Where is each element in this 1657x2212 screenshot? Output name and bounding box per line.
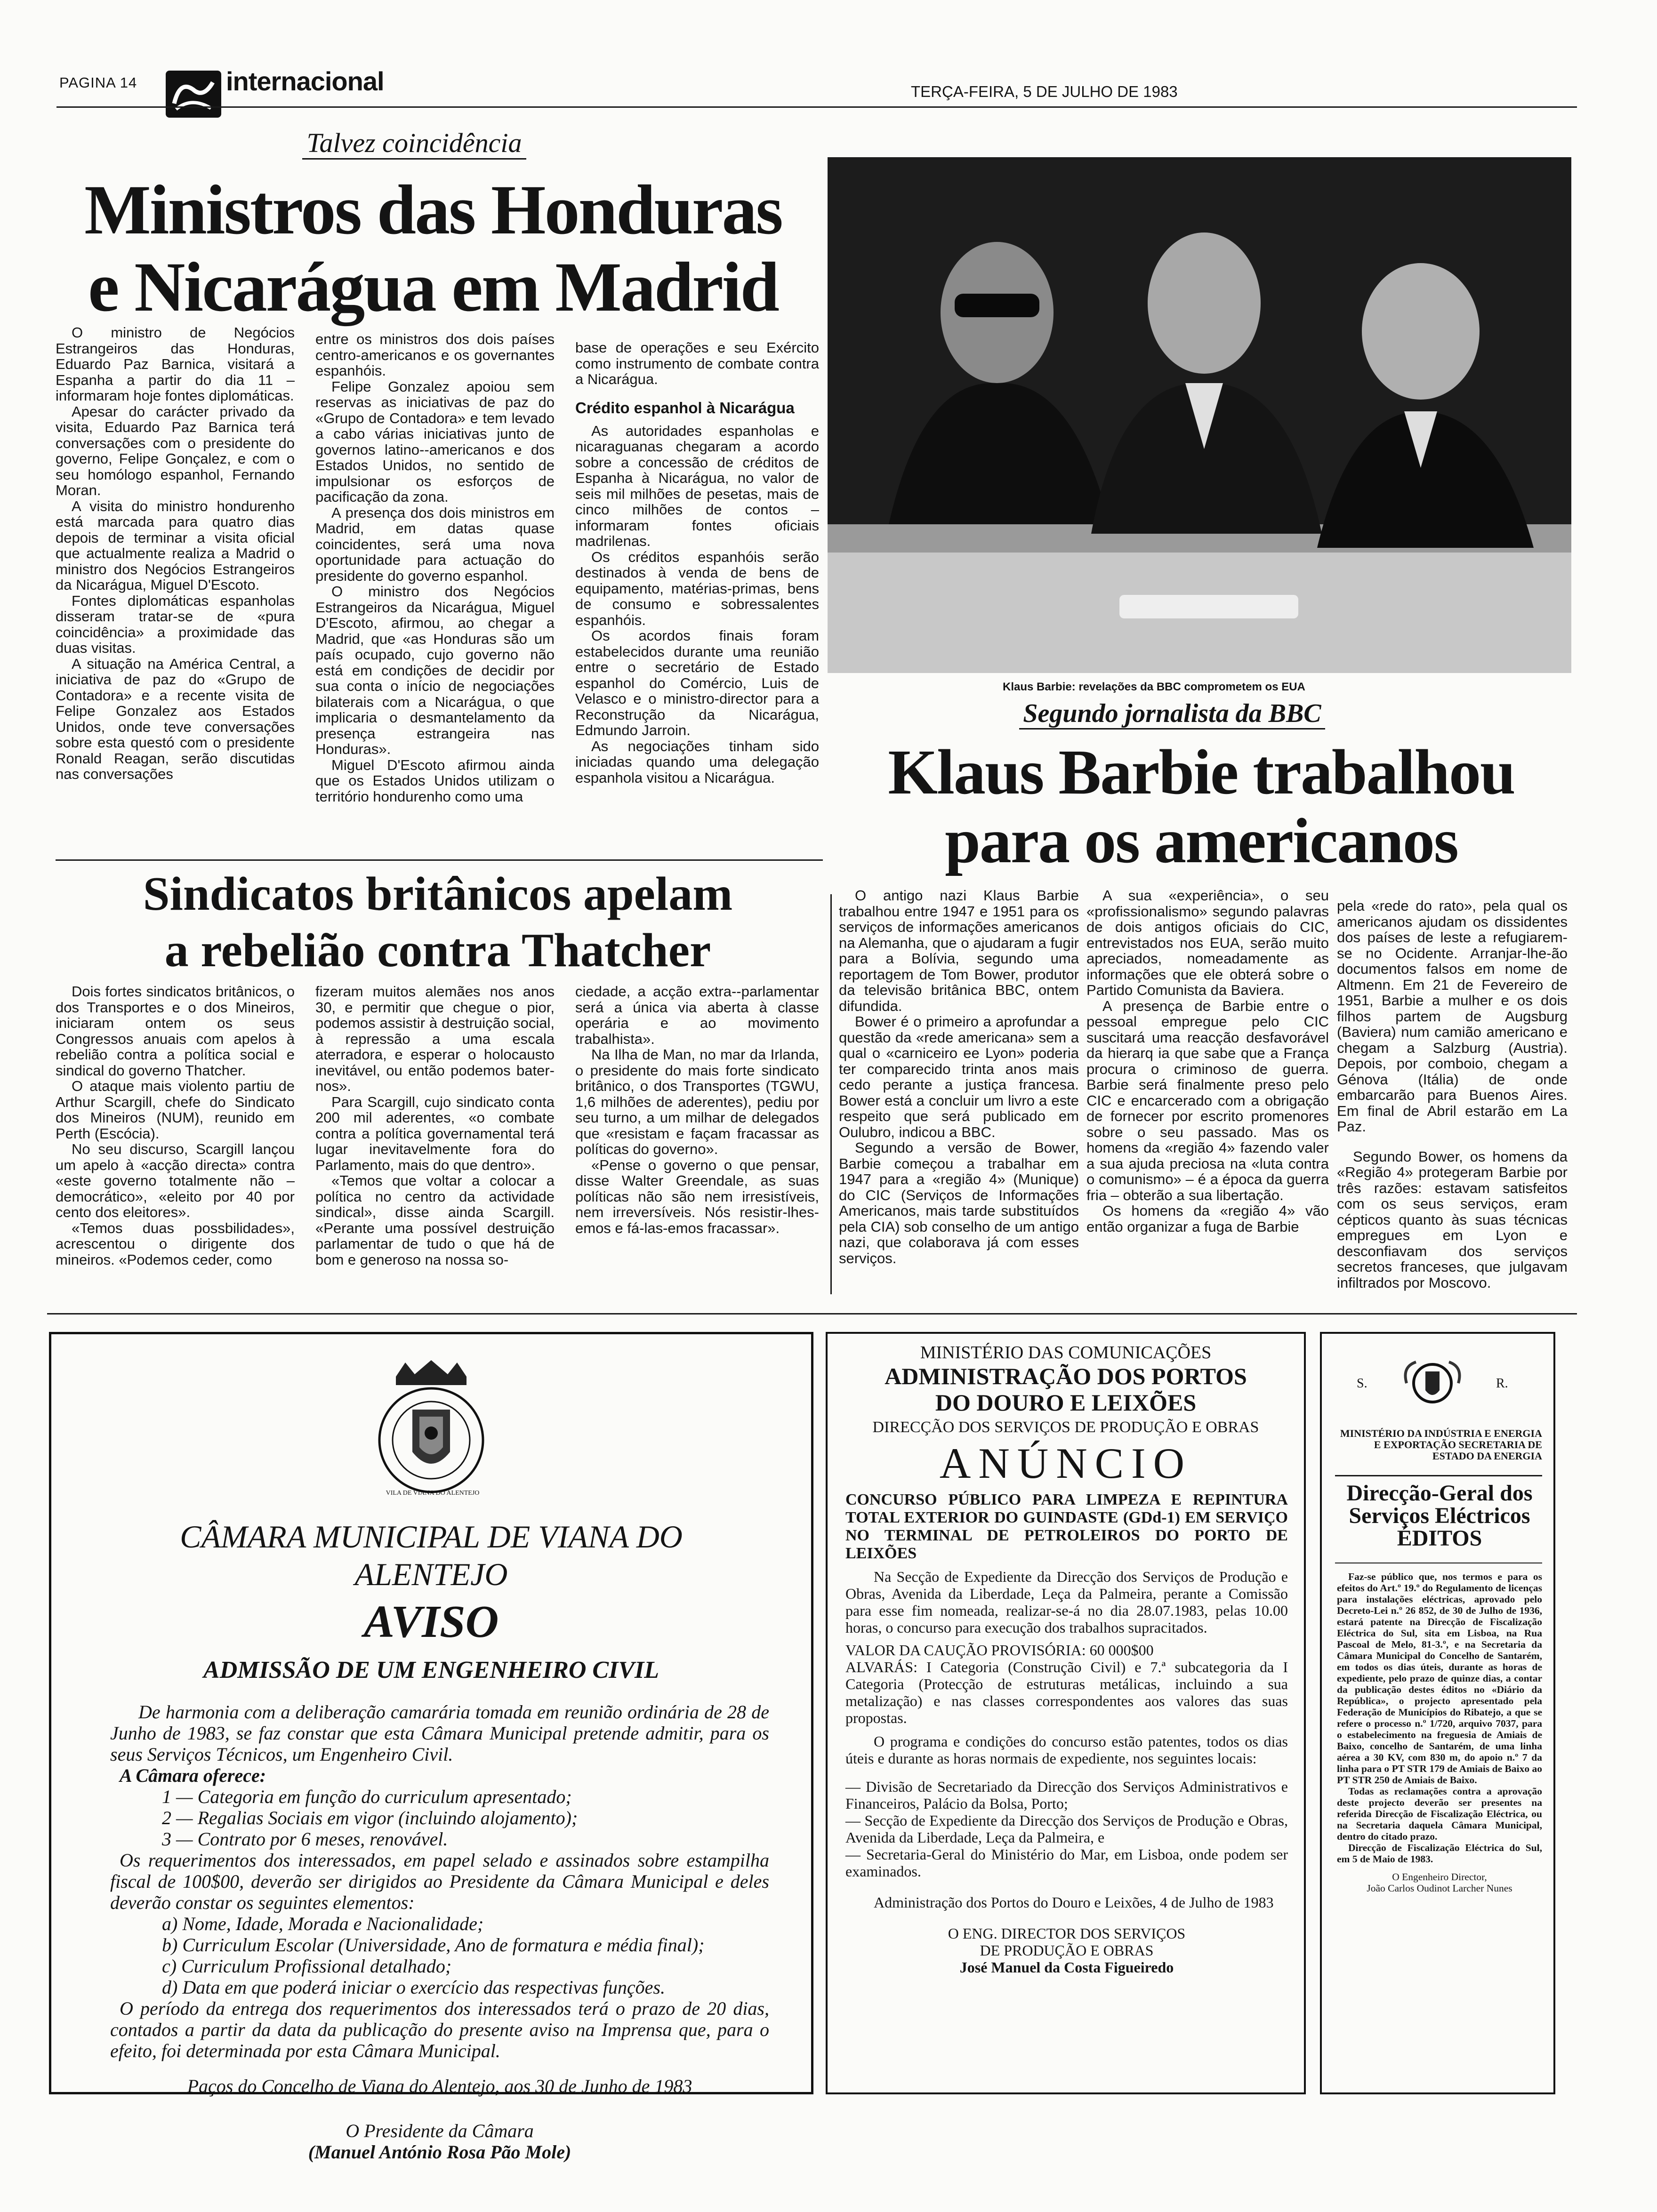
ad2-ministry: MINISTÉRIO DAS COMUNICAÇÕES (920, 1343, 1212, 1362)
ad1-offers: 1 — Categoria em função do curriculum apresentado; 2 — Regalias Sociais em vigor (incluindo alojamento); 3 — Contrato por 6 meses, renovável. (162, 1786, 578, 1850)
section-name: internacional (226, 66, 384, 96)
photo-caption: Klaus Barbie: revelações da BBC comprometem os EUA (1003, 681, 1305, 693)
article2-column-2: A sua «experiência», o seu «profissionalismo» segundo palavras de dois antigos oficiais do CIC, entrevistados nos EUA, serão muito apreciados, nomeadamente as informações que ele obterá sobre o Partido Comunista da Baviera. A presença de Barbie entre o pessoal empregue pelo CIC suscitará uma reacção desfavorável da hierarq ia que sabe que a França procura o criminoso de guerra. Barbie será finalmente preso pelo CIC e encarcerado com a obrigação de fornecer por escrito promenores sobre o seu passado. Mas os homens da «região 4» fazendo valer a sua ajuda preciosa na «luta contra o comunismo» – é a época da guerra fria – obterão a sua libertação. Os homens da «região 4» vão então organizar a fuga de Barbie (1086, 888, 1329, 1235)
article1-kicker: Talvez coincidência (245, 127, 584, 159)
article2-column-rule (830, 894, 832, 1294)
seal-text: VILA DE VIANA DO ALENTEJO (386, 1490, 480, 1497)
article1-column-2: entre os ministros dos dois países centro-americanos e os governantes espanhóis. Felipe Gonzalez apoiou sem reservas as iniciativas de paz do «Grupo de Contadora» e tem levado a cabo várias iniciativas junto de governos latino--americanos e dos Estados Unidos, no sentido de impulsionar os esforços de pacificação da zona. A presença dos dois ministros em Madrid, em datas quase coincidentes, será uma nova oportunidade para actuação do presidente do governo espanhol. O ministro dos Negócios Estrangeiros da Nicarágua, Miguel D'Escoto, afirmou, ao chegar a Madrid, que «as Honduras são um país ocupado, cujo governo não está em condições de decidir por sua conta o início de negociações bilaterais com a Nicarágua, o que implicaria o desmantelamento da presença estrangeira nas Honduras». Miguel D'Escoto afirmou ainda que os Estados Unidos utilizam o território hondurenho como uma (315, 331, 555, 805)
ad2-direction: DIRECÇÃO DOS SERVIÇOS DE PRODUÇÃO E OBRAS (872, 1419, 1259, 1436)
ad3-s: S. (1357, 1376, 1367, 1391)
article3-headline: Sindicatos britânicos apelam a rebelião contra Thatcher (143, 867, 733, 977)
ad-eletricos-box (1320, 1332, 1555, 2094)
ad2-body: Na Secção de Expediente da Direcção dos Serviços de Produção e Obras, Avenida da Liberdade, Leça da Palmeira, perante a Comissão para esse fim nomeada, realizar-se-á no dia 28.07.1983, pelas 10.00 horas, o concurso para execução dos trabalhos supracitados. VALOR DA CAUÇÃO PROVISÓRIA: 60 000$00 ALVARÁS: I Categoria (Construção Civil) e 7.ª subcategoria da I Categoria (Protecção de estruturas metálicas, incluindo a sua metalização) e nas classes correspondentes aos valores das suas propostas. O programa e condições do concurso estão patentes, todos os dias úteis e durante as horas normais de expediente, nos seguintes locais: — Divisão de Secretariado da Direcção dos Serviços Administrativos e Financeiros, Palácio da Bolsa, Porto; — Secção de Expediente da Direcção dos Serviços de Produção e Obras, Avenida da Liberdade, Leça da Palmeira, e — Secretaria-Geral do Ministério do Mar, em Lisboa, onde podem ser examinados. Administração dos Portos do Douro e Leixões, 4 de Julho de 1983 O ENG. DIRECTOR DOS SERVIÇOS DE PRODUÇÃO E OBRAS José Manuel da Costa Figueiredo (845, 1568, 1288, 1976)
article1-column-3: base de operações e seu Exército como instrumento de combate contra a Nicarágua. Crédito espanhol à Nicarágua As autoridades espanholas e nicaraguanas chegaram a acordo sobre a concessão de créditos de Espanha à Nicarágua, no valor de seis mil milhões de pesetas, mais de cinco milhões de contos – informaram fontes oficiais madrilenas. Os créditos espanhóis serão destinados à venda de bens de equipamento, matérias-primas, bens de consumo e sobressalentes espanhóis. Os acordos finais foram estabelecidos durante uma reunião entre o secretário de Estado espanhol do Comércio, Luis de Velasco e o ministro-director para a Reconstrução da Nicarágua, Edmundo Jarroin. As negociações tinham sido iniciadas quando uma delegação espanhola visitou a Nicarágua. (575, 340, 819, 786)
section-logo-icon (166, 71, 221, 118)
ad3-ministry: MINISTÉRIO DA INDÚSTRIA E ENERGIA E EXPORTAÇÃO SECRETARIA DE ESTADO DA ENERGIA (1340, 1427, 1542, 1462)
article2-headline: Klaus Barbie trabalhou para os americanos (888, 737, 1515, 876)
article2-column-3: pela «rede do rato», pela qual os americanos ajudam os dissidentes dos países de leste a refugiarem-se no Ocidente. Arranjar-lhe-ão documentos falsos em nome de Altmenn. Em 21 de Fevereiro de 1951, Barbie a mulher e os dois filhos partem de Augsburg (Baviera) num camião americano e chegam a Salzburg (Austria). Depois, por comboio, chegam a Génova (Itália) de onde embarcarão para Buenos Aires. Em final de Abril estarão em La Paz. Segundo Bower, os homens da «Região 4» protegeram Barbie por três razões: estavam satisfeitos com os seus serviços, eram cépticos quanto às suas técnicas empregues em Lyon e desconfiavam dos serviços secretos franceses, que julgavam infiltrados por Moscovo. (1337, 898, 1568, 1291)
ad1-title: CÂMARA MUNICIPAL DE VIANA DO ALENTEJO (180, 1519, 683, 1592)
article3-column-1: Dois fortes sindicatos britânicos, o dos Transportes e o dos Mineiros, iniciaram ontem os seus Congressos anuais com apelos à rebelião contra a política social e sindical do governo Thatcher. O ataque mais violento partiu de Arthur Scargill, chefe do Sindicato dos Mineiros (NUM), reunido em Perth (Escócia). No seu discurso, Scargill lançou um apelo à «acção directa» contra «este governo totalmente não – democrático», «eleito por 40 por cento dos eleitores». «Temos duas possbilidades», acrescentou o dirigente dos mineiros. «Podemos ceder, como (56, 984, 295, 1268)
ad2-locals: — Divisão de Secretariado da Direcção dos Serviços Administrativos e Financeiros, Palácio da Bolsa, Porto; — Secção de Expediente da Direcção dos Serviços de Produção e Obras, Avenida da Liberdade, Leça da Palmeira, e — Secretaria-Geral do Ministério do Mar, em Lisboa, onde podem ser examinados. (845, 1778, 1288, 1880)
article3-column-3: ciedade, a acção extra--parlamentar será a única via aberta à classe operária e ao movimento trabalhista». Na Ilha de Man, no mar da Irlanda, o presidente do mais forte sindicato britânico, o dos Transportes (TGWU, 1,6 milhões de aderentes), pediu por seu turno, a um milhar de delegados que «resistam e façam fracassar as políticas do governo». «Pense o governo o que pensar, disse Walter Greendale, as suas políticas não são nem irresistíveis, nem irreversíveis. Nós resistir-lhes-emos e fá-las-emos fracassar». (575, 984, 819, 1236)
article2-column-1: O antigo nazi Klaus Barbie trabalhou entre 1947 e 1951 para os serviços de informações americanos na Alemanha, que o ajudaram a fugir para a Bolívia, segundo uma reportagem de Tom Bower, produtor da televisão britânica BBC, ontem difundida. Bower é o primeiro a aprofundar a questão da «rede americana» sem a qual o «carniceiro ee Lyon» poderia ter comparecido trinta anos mais cedo perante a justiça francesa. Bower está a concluir um livro a este respeito que será publicado em Oulubro, indicou a BBC. Segundo a versão de Bower, Barbie começou a trabalhar em 1947 para a «região 4» (Munique) do CIC (Serviços de Informações Americanos, mais tarde substituídos pela CIA) sob conselho de um antigo nazi, que colaborava já com esses serviços. (839, 888, 1079, 1266)
article2-kicker: Segundo jornalista da BBC (960, 698, 1384, 729)
ad1-body: De harmonia com a deliberação camarária tomada em reunião ordinária de 28 de Junho de 1983, se faz constar que esta Câmara Municipal pretende admitir, para os seus Serviços Técnicos, um Engenheiro Civil. A Câmara oferece: 1 — Categoria em função do curriculum apresentado; 2 — Regalias Sociais em vigor (incluindo alojamento); 3 — Contrato por 6 meses, renovável. Os requerimentos dos interessados, em papel selado e assinados sobre estampilha fiscal de 100$00, deverão ser dirigidos ao Presidente da Câmara Municipal e deles deverão constar os seguintes elementos: a) Nome, Idade, Morada e Nacionalidade; b) Curriculum Escolar (Universidade, Ano de formatura e média final); c) Curriculum Profissional detalhado; d) Data em que poderá iniciar o exercício das respectivas funções. O período da entrega dos requerimentos dos interessados terá o prazo de 20 dias, contados a partir da data da publicação do presente aviso na Imprensa que, para o efeito, foi determinada por esta Câmara Municipal. Paços do Concelho de Viana do Alentejo, aos 30 de Junho de 1983 O Presidente da Câmara (Manuel António Rosa Pão Mole) (110, 1701, 769, 2163)
article1-headline: Ministros das Honduras e Nicarágua em Madrid (84, 171, 782, 326)
ad1-aviso: AVISO (363, 1596, 499, 1647)
page-date: TERÇA-FEIRA, 5 DE JULHO DE 1983 (911, 83, 1178, 100)
ad2-admin: ADMINISTRAÇÃO DOS PORTOS DO DOURO E LEIXÕES (885, 1363, 1247, 1416)
page-number: PAGINA 14 (59, 74, 137, 91)
header-rule (56, 106, 1577, 108)
ad-viana-box (49, 1332, 813, 2163)
ad3-title: Direcção-Geral dos Serviços Eléctricos ÉDITOS (1346, 1481, 1533, 1551)
article3-top-rule (56, 859, 823, 861)
barbie-photo (828, 157, 1571, 673)
article3-column-2: fizeram muitos alemães nos anos 30, e permitir que chegue o pior, podemos assistir à destruição social, à repressão a uma escala aterradora, e esperar o holocausto inevitável, ou então podemos bater-nos». Para Scargill, cujo sindicato conta 200 mil aderentes, «o combate contra a política governamental terá lugar inevitavelmente fora do Parlamento, mais do que dentro». «Temos que voltar a colocar a política no centro da actividade sindical», disse ainda Scargill. «Perante uma possível destruição parlamentar de tudo o que há de bom e generoso na nossa so- (315, 984, 555, 1268)
ad2-anuncio: ANÚNCIO (939, 1439, 1192, 1487)
ad-portos-box (826, 1332, 1306, 2094)
municipal-seal-icon (368, 1358, 495, 1499)
article1-subhead: Crédito espanhol à Nicarágua (575, 399, 795, 417)
article1-column-1: O ministro de Negócios Estrangeiros das Honduras, Eduardo Paz Barnica, visitará a Espanha a partir do dia 11 – informaram hoje fontes diplomáticas. Apesar do carácter privado da visita, Eduardo Paz Barnica terá conversações com o presidente do governo, Felipe Gonçalez, e com o seu homólogo espanhol, Fernando Moran. A visita do ministro hondurenho está marcada para quatro dias depois de terminar a visita oficial que actualmente realiza a Madrid o ministro dos Negócios Estrangeiros da Nicarágua, Miguel D'Escoto. Fontes diplomáticas espanholas disseram tratar-se de «pura coincidência» a proximidade das duas visitas. A situação na América Central, a iniciativa de paz do «Grupo de Contadora» e a recente visita de Felipe Gonzalez aos Estados Unidos, onde teve conversações sobre esta questó com o presidente Ronald Reagan, serão discutidas nas conversações (56, 325, 295, 782)
ad3-r: R. (1496, 1376, 1508, 1391)
ad3-rule (1335, 1475, 1542, 1476)
ad1-items: a) Nome, Idade, Morada e Nacionalidade; b) Curriculum Escolar (Universidade, Ano de formatura e média final); c) Curriculum Profissional detalhado; d) Data em que poderá iniciar o exercício das respectivas funções. (162, 1913, 705, 1998)
ad3-body: Faz-se público que, nos termos e para os efeitos do Art.º 19.º do Regulamento de licenças para instalações eléctricas, aprovado pelo Decreto-Lei n.º 26 852, de 30 de Julho de 1936, estará patente na Direcção de Fiscalização Eléctrica do Sul, sita em Lisboa, na Rua Pascoal de Melo, 81-3.º, e na Secretaria da Câmara Municipal do Concelho de Santarém, em todos os dias úteis, durante as horas de expediente, pelo prazo de quinze dias, a contar da publicação destes éditos no «Diário da República», o projecto apresentado pela Federação de Municípios do Ribatejo, a que se refere o processo n.º 1/720, arquivo 7037, para o estabelecimento na freguesia de Amiais de Baixo, concelho de Santarém, de uma linha aérea a 30 KV, com 830 m, do apoio n.º 7 da linha para o PT STR 179 de Amiais de Baixo ao PT STR 250 de Amiais de Baixo. Todas as reclamações contra a aprovação deste projecto deverão ser presentes na referida Direcção de Fiscalização Eléctrica, ou na Secretaria daquela Câmara Municipal, dentro do citado prazo. Direcção de Fiscalização Eléctrica do Sul, em 5 de Maio de 1983. O Engenheiro Director, João Carlos Oudinot Larcher Nunes (1337, 1571, 1542, 1894)
coat-of-arms-icon (1397, 1357, 1468, 1409)
ad1-subtitle: ADMISSÃO DE UM ENGENHEIRO CIVIL (203, 1657, 660, 1683)
ad2-concurso: CONCURSO PÚBLICO PARA LIMPEZA E REPINTURA TOTAL EXTERIOR DO GUINDASTE (GDd-1) EM SERVIÇO NO TERMINAL DE PETROLEIROS DO PORTO DE LEIXÕES (845, 1491, 1288, 1562)
ads-top-rule (47, 1313, 1577, 1314)
